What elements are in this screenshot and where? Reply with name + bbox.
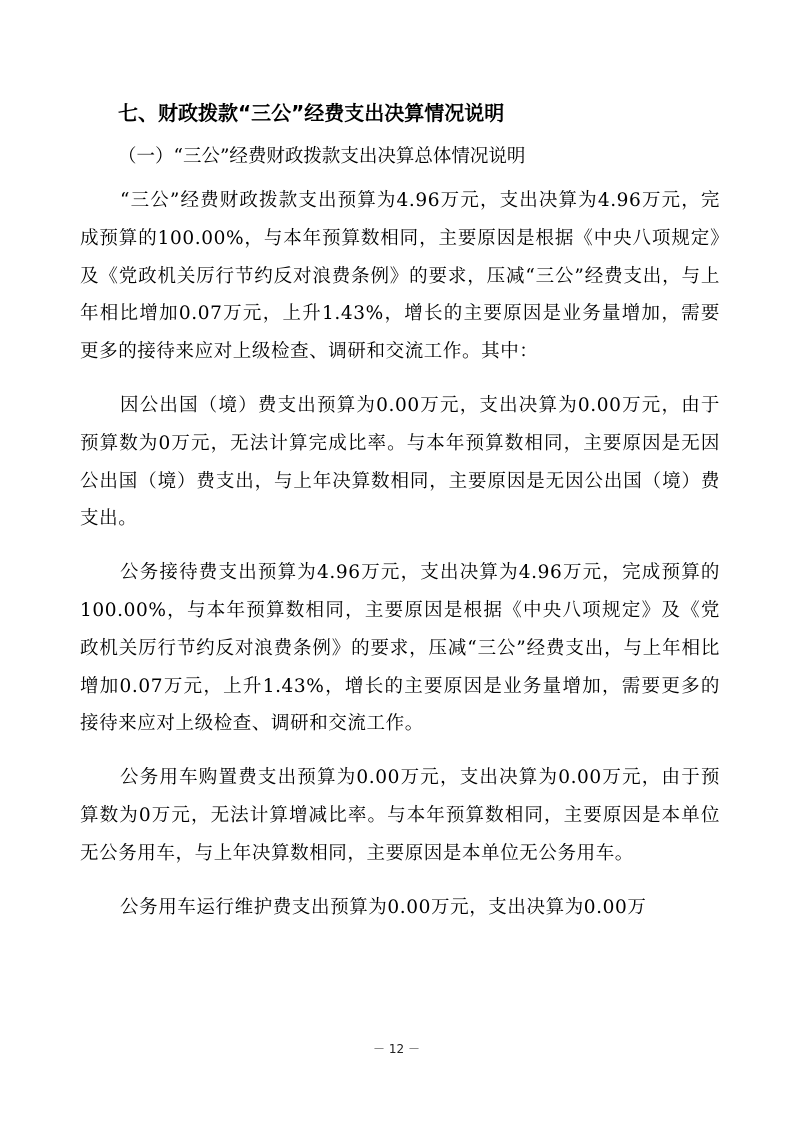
paragraph-official-reception: 公务接待费支出预算为4.96万元，支出决算为4.96万元，完成预算的100.00%，与本年预算数相同，主要原因是根据《中央八项规定》及《党政机关厉行节约反对浪费条例》的要求，压减“三公”经费支出，与上年相比增加0.07万元，上升1.43%，增长的主要原因是业务量增加，需要更多的接待来应对上级检查、调研和交流工作。 (80, 562, 720, 735)
paragraph-vehicle-maintenance: 公务用车运行维护费支出预算为0.00万元，支出决算为0.00万 (120, 896, 647, 918)
paragraph-overseas-travel: 因公出国（境）费支出预算为0.00万元，支出决算为0.00万元，由于预算数为0万元，无法计算完成比率。与本年预算数相同，主要原因是无因公出国（境）费支出，与上年决算数相同，主要原因是无因公出国（境）费支出。 (80, 394, 720, 530)
section-heading: 七、财政拨款“三公”经费支出决算情况说明 (118, 101, 505, 125)
page-number: － 12 － (373, 1042, 420, 1056)
paragraph-overall: “三公”经费财政拨款支出预算为4.96万元，支出决算为4.96万元，完成预算的100.00%，与本年预算数相同，主要原因是根据《中央八项规定》及《党政机关厉行节约反对浪费条例》的要求，压减“三公”经费支出，与上年相比增加0.07万元，上升1.43%，增长的主要原因是业务量增加，需要更多的接待来应对上级检查、调研和交流工作。其中： (80, 190, 720, 363)
document-body (80, 98, 720, 942)
paragraph-vehicle-purchase: 公务用车购置费支出预算为0.00万元，支出决算为0.00万元，由于预算数为0万元，无法计算增减比率。与本年预算数相同，主要原因是本单位无公务用车，与上年决算数相同，主要原因是本单位无公务用车。 (80, 767, 720, 864)
subsection-heading: （一）“三公”经费财政拨款支出决算总体情况说明 (118, 146, 526, 167)
